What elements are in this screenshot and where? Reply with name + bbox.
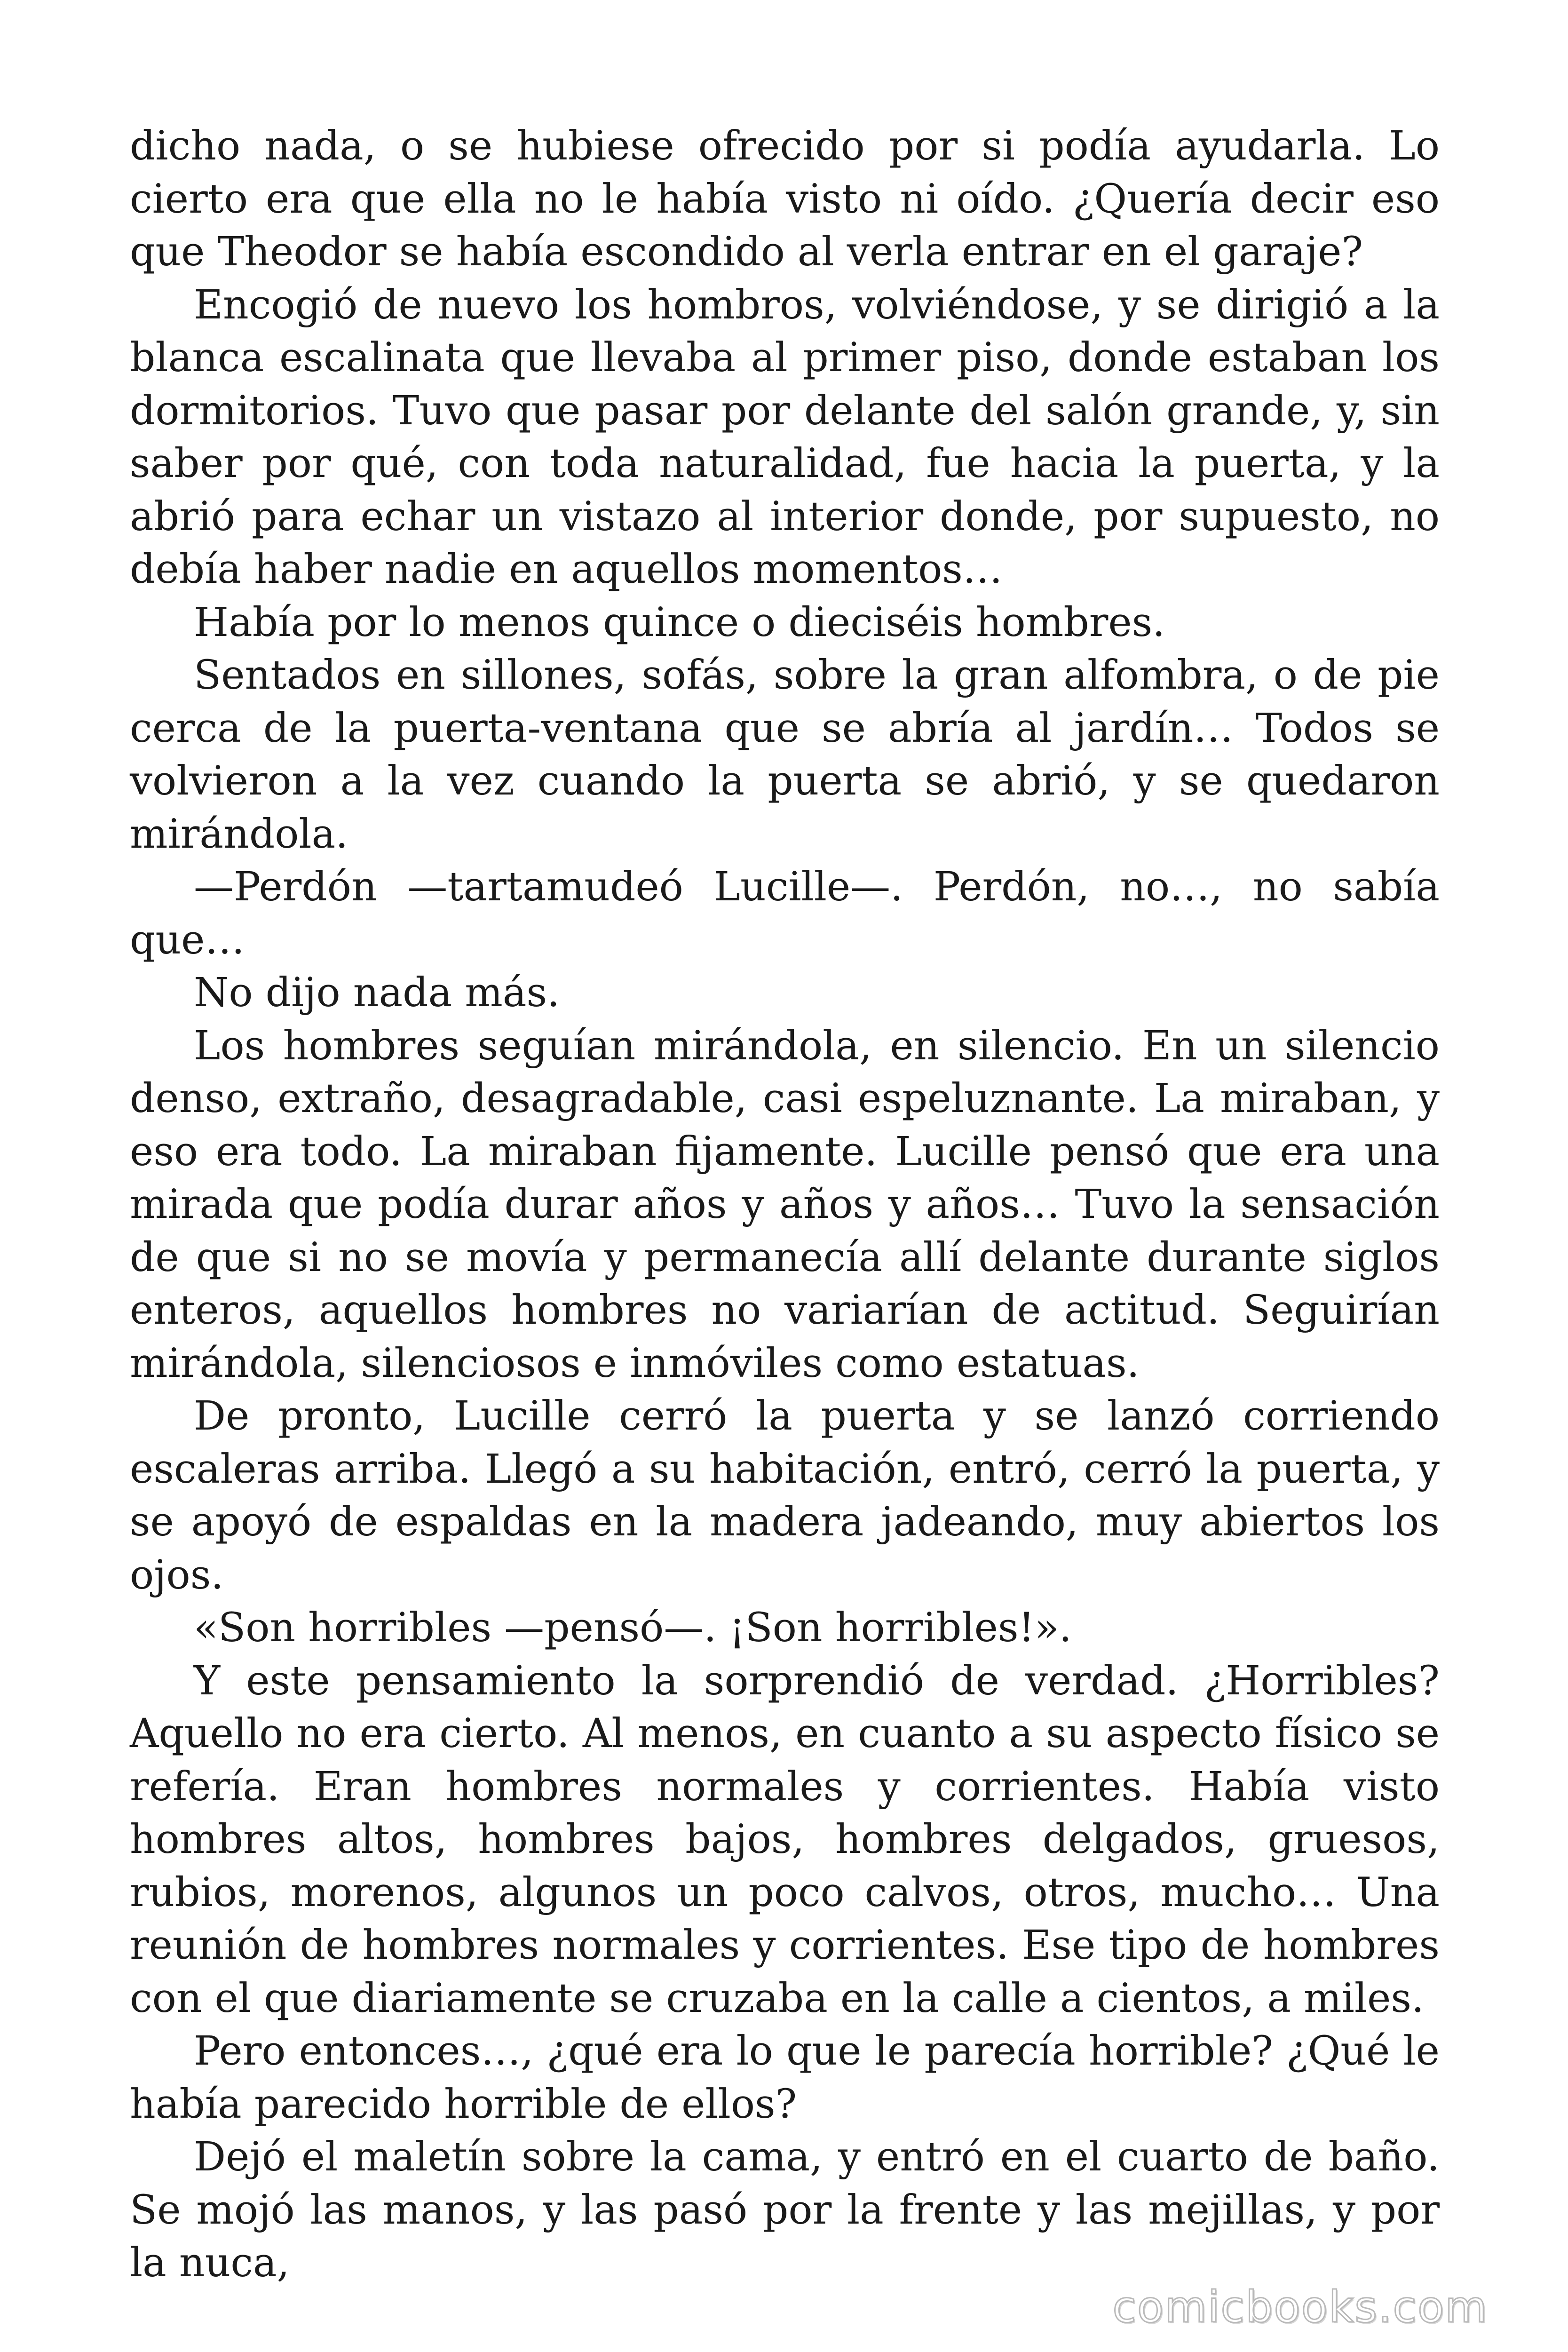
paragraph-5: —Perdón —tartamudeó Lucille—. Perdón, no…, no sabía que… [130, 864, 1440, 963]
paragraph-12: Dejó el maletín sobre la cama, y entró en el cuarto de baño. Se mojó las manos, y las pasó por la frente y las mejillas, y por la nuca, [130, 2134, 1440, 2286]
paragraph-10: Y este pensamiento la sorprendió de verdad. ¿Horribles? Aquello no era cierto. Al menos, en cuanto a su aspecto físico se refería. Eran hombres normales y corrientes. Había visto hombres altos, hombres bajos, hombres delgados, gruesos, rubios, morenos, algunos un poco calvos, otros, mucho… Una reunión de hombres normales y corrientes. Ese tipo de hombres con el que diariamente se cruzaba en la calle a cientos, a miles. [130, 1657, 1440, 2022]
paragraph-4: Sentados en sillones, sofás, sobre la gran alfombra, o de pie cerca de la puerta-ventana que se abría al jardín… Todos se volvieron a la vez cuando la puerta se abrió, y se quedaron mirándola. [130, 652, 1440, 858]
page-text [130, 120, 1440, 2290]
paragraph-11: Pero entonces…, ¿qué era lo que le parecía horrible? ¿Qué le había parecido horrible de ellos? [130, 2028, 1440, 2128]
paragraph-9: «Son horribles —pensó—. ¡Son horribles!». [194, 1605, 1072, 1651]
paragraph-3: Había por lo menos quince o dieciséis hombres. [194, 599, 1165, 646]
watermark: comicbooks.com [1112, 2282, 1488, 2332]
paragraph-2: Encogió de nuevo los hombros, volviéndose, y se dirigió a la blanca escalinata que llevaba al primer piso, donde estaban los dormitorios. Tuvo que pasar por delante del salón grande, y, sin saber por qué, con toda naturalidad, fue hacia la puerta, y la abrió para echar un vistazo al interior donde, por supuesto, no debía haber nadie en aquellos momentos… [130, 281, 1440, 593]
paragraph-8: De pronto, Lucille cerró la puerta y se lanzó corriendo escaleras arriba. Llegó a su habitación, entró, cerró la puerta, y se apoyó de espaldas en la madera jadeando, muy abiertos los ojos. [130, 1393, 1440, 1598]
paragraph-6: No dijo nada más. [194, 969, 560, 1016]
paragraph-7: Los hombres seguían mirándola, en silencio. En un silencio denso, extraño, desagradable, casi espeluznante. La miraban, y eso era todo. La miraban fijamente. Lucille pensó que era una mirada que podía durar años y años y años… Tuvo la sensación de que si no se movía y permanecía allí delante durante siglos enteros, aquellos hombres no variarían de actitud. Seguirían mirándola, silenciosos e inmóviles como estatuas. [130, 1022, 1440, 1387]
paragraph-1: dicho nada, o se hubiese ofrecido por si podía ayudarla. Lo cierto era que ella no le había visto ni oído. ¿Quería decir eso que Theodor se había escondido al verla entrar en el garaje? [130, 123, 1440, 275]
